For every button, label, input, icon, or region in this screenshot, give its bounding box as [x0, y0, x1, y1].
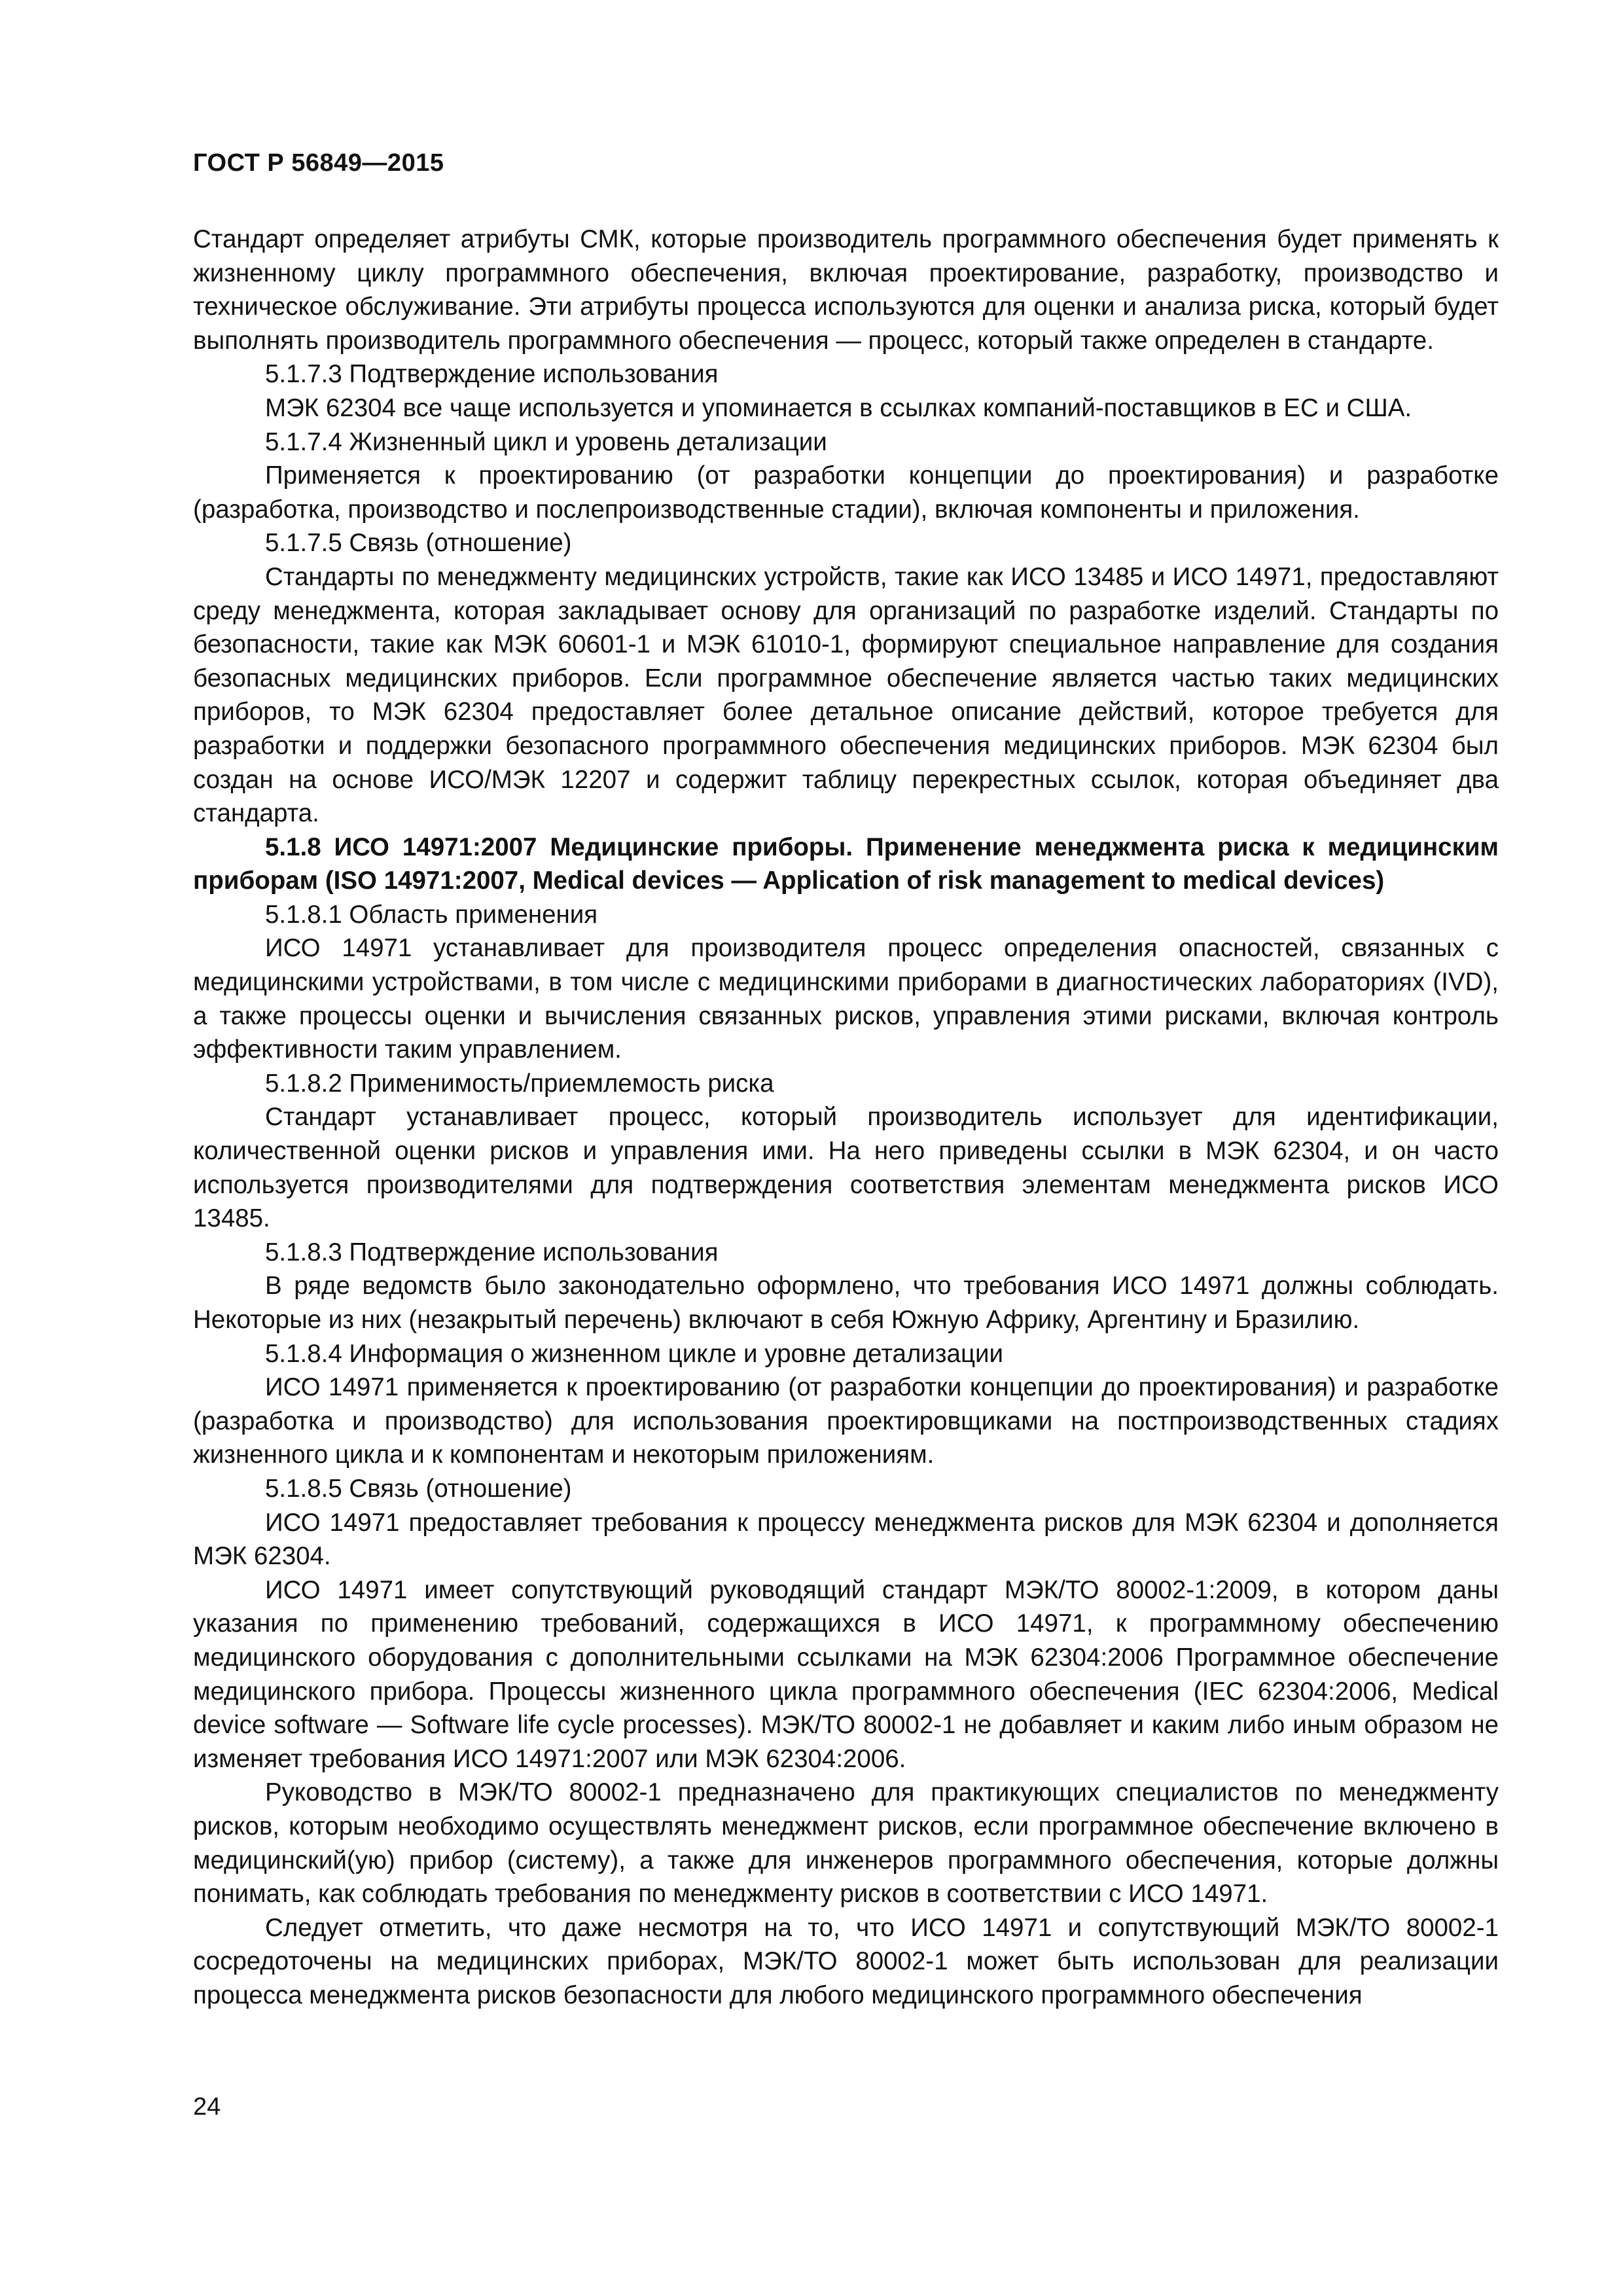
section-heading: 5.1.7.4 Жизненный цикл и уровень детализации [265, 427, 827, 456]
section-heading: 5.1.8.1 Область применения [265, 900, 598, 929]
paragraph: Следует отметить, что даже несмотря на то, что ИСО 14971 и сопутствующий МЭК/ТО 80002-1 сосредоточены на медицинских приборах, МЭК/ТО 80002-1 может быть использован для реализации процесса менеджмента рисков безопасности для любого медицинского программного обеспечения [193, 1913, 1499, 2009]
section-heading: 5.1.8.4 Информация о жизненном цикле и уровне детализации [265, 1339, 1004, 1368]
paragraph: В ряде ведомств было законодательно оформлено, что требования ИСО 14971 должны соблюдать. Некоторые из них (незакрытый перечень) включают в себя Южную Африку, Аргентину и Бразилию. [193, 1272, 1499, 1334]
section-heading: 5.1.8.5 Связь (отношение) [265, 1474, 572, 1503]
paragraph: ИСО 14971 имеет сопутствующий руководящий стандарт МЭК/ТО 80002-1:2009, в котором даны указания по применению требований, содержащихся в ИСО 14971, к программному обеспечению медицинского оборудования с дополнительными ссылками на МЭК 62304:2006 Программное обеспечение медицинского прибора. Процессы жизненного цикла программного обеспечения (IEC 62304:2006, Medical device software — Software life cycle processes). МЭК/ТО 80002-1 не добавляет и каким либо иным образом не изменяет требования ИСО 14971:2007 или МЭК 62304:2006. [193, 1575, 1499, 1773]
paragraph: Стандарт определяет атрибуты СМК, которые производитель программного обеспечения будет применять к жизненному циклу программного обеспечения, включая проектирование, разработку, производство и техническое обслуживание. Эти атрибуты процесса используются для оценки и анализа риска, который будет выполнять производитель программного обеспечения — процесс, который также определен в стандарте. [193, 225, 1499, 355]
paragraph: ИСО 14971 предоставляет требования к процессу менеджмента рисков для МЭК 62304 и дополняется МЭК 62304. [193, 1508, 1499, 1571]
paragraph: ИСО 14971 устанавливает для производителя процесс определения опасностей, связанных с медицинскими устройствами, в том числе с медицинскими приборами в диагностических лабораториях (IVD), а также процессы оценки и вычисления связанных рисков, управления этими рисками, включая контроль эффективности таким управлением. [193, 934, 1499, 1064]
page-number: 24 [193, 2093, 221, 2121]
document-header: ГОСТ Р 56849—2015 [193, 149, 444, 177]
section-heading: 5.1.8.2 Применимость/приемлемость риска [265, 1069, 774, 1098]
paragraph: Применяется к проектированию (от разработки концепции до проектирования) и разработке (разработка, производство и послепроизводственные стадии), включая компоненты и приложения. [193, 461, 1499, 524]
paragraph: Руководство в МЭК/ТО 80002-1 предназначено для практикующих специалистов по менеджменту рисков, которым необходимо осуществлять менеджмент рисков, если программное обеспечение включено в медицинский(ую) прибор (систему), а также для инженеров программного обеспечения, которые должны понимать, как соблюдать требования по менеджменту рисков в соответствии с ИСО 14971. [193, 1778, 1499, 1909]
paragraph: МЭК 62304 все чаще используется и упоминается в ссылках компаний-поставщиков в ЕС и США. [265, 393, 1412, 422]
paragraph: Стандарт устанавливает процесс, который производитель использует для идентификации, количественной оценки рисков и управления ими. На него приведены ссылки в МЭК 62304, и он часто используется производителями для подтверждения соответствия элементам менеджмента рисков ИСО 13485. [193, 1103, 1499, 1233]
paragraph: ИСО 14971 применяется к проектированию (от разработки концепции до проектирования) и разработке (разработка и производство) для использования проектировщиками на постпроизводственных стадиях жизненного цикла и к компонентам и некоторым приложениям. [193, 1373, 1499, 1469]
section-heading: 5.1.7.5 Связь (отношение) [265, 529, 572, 558]
document-body [193, 223, 1499, 2012]
paragraph: Стандарты по менеджменту медицинских устройств, такие как ИСО 13485 и ИСО 14971, предоставляют среду менеджмента, которая закладывает основу для организаций по разработке изделий. Стандарты по безопасности, такие как МЭК 60601-1 и МЭК 61010-1, формируют специальное направление для создания безопасных медицинских приборов. Если программное обеспечение является частью таких медицинских приборов, то МЭК 62304 предоставляет более детальное описание действий, которое требуется для разработки и поддержки безопасного программного обеспечения медицинских приборов. МЭК 62304 был создан на основе ИСО/МЭК 12207 и содержит таблицу перекрестных ссылок, которая объединяет два стандарта. [193, 562, 1499, 828]
section-title-bold: 5.1.8 ИСО 14971:2007 Медицинские приборы. Применение менеджмента риска к медицинским приборам (ISO 14971:2007, Medical devices — Application of risk management to medical devices) [193, 833, 1499, 895]
section-heading: 5.1.8.3 Подтверждение использования [265, 1238, 719, 1266]
section-heading: 5.1.7.3 Подтверждение использования [265, 360, 719, 389]
